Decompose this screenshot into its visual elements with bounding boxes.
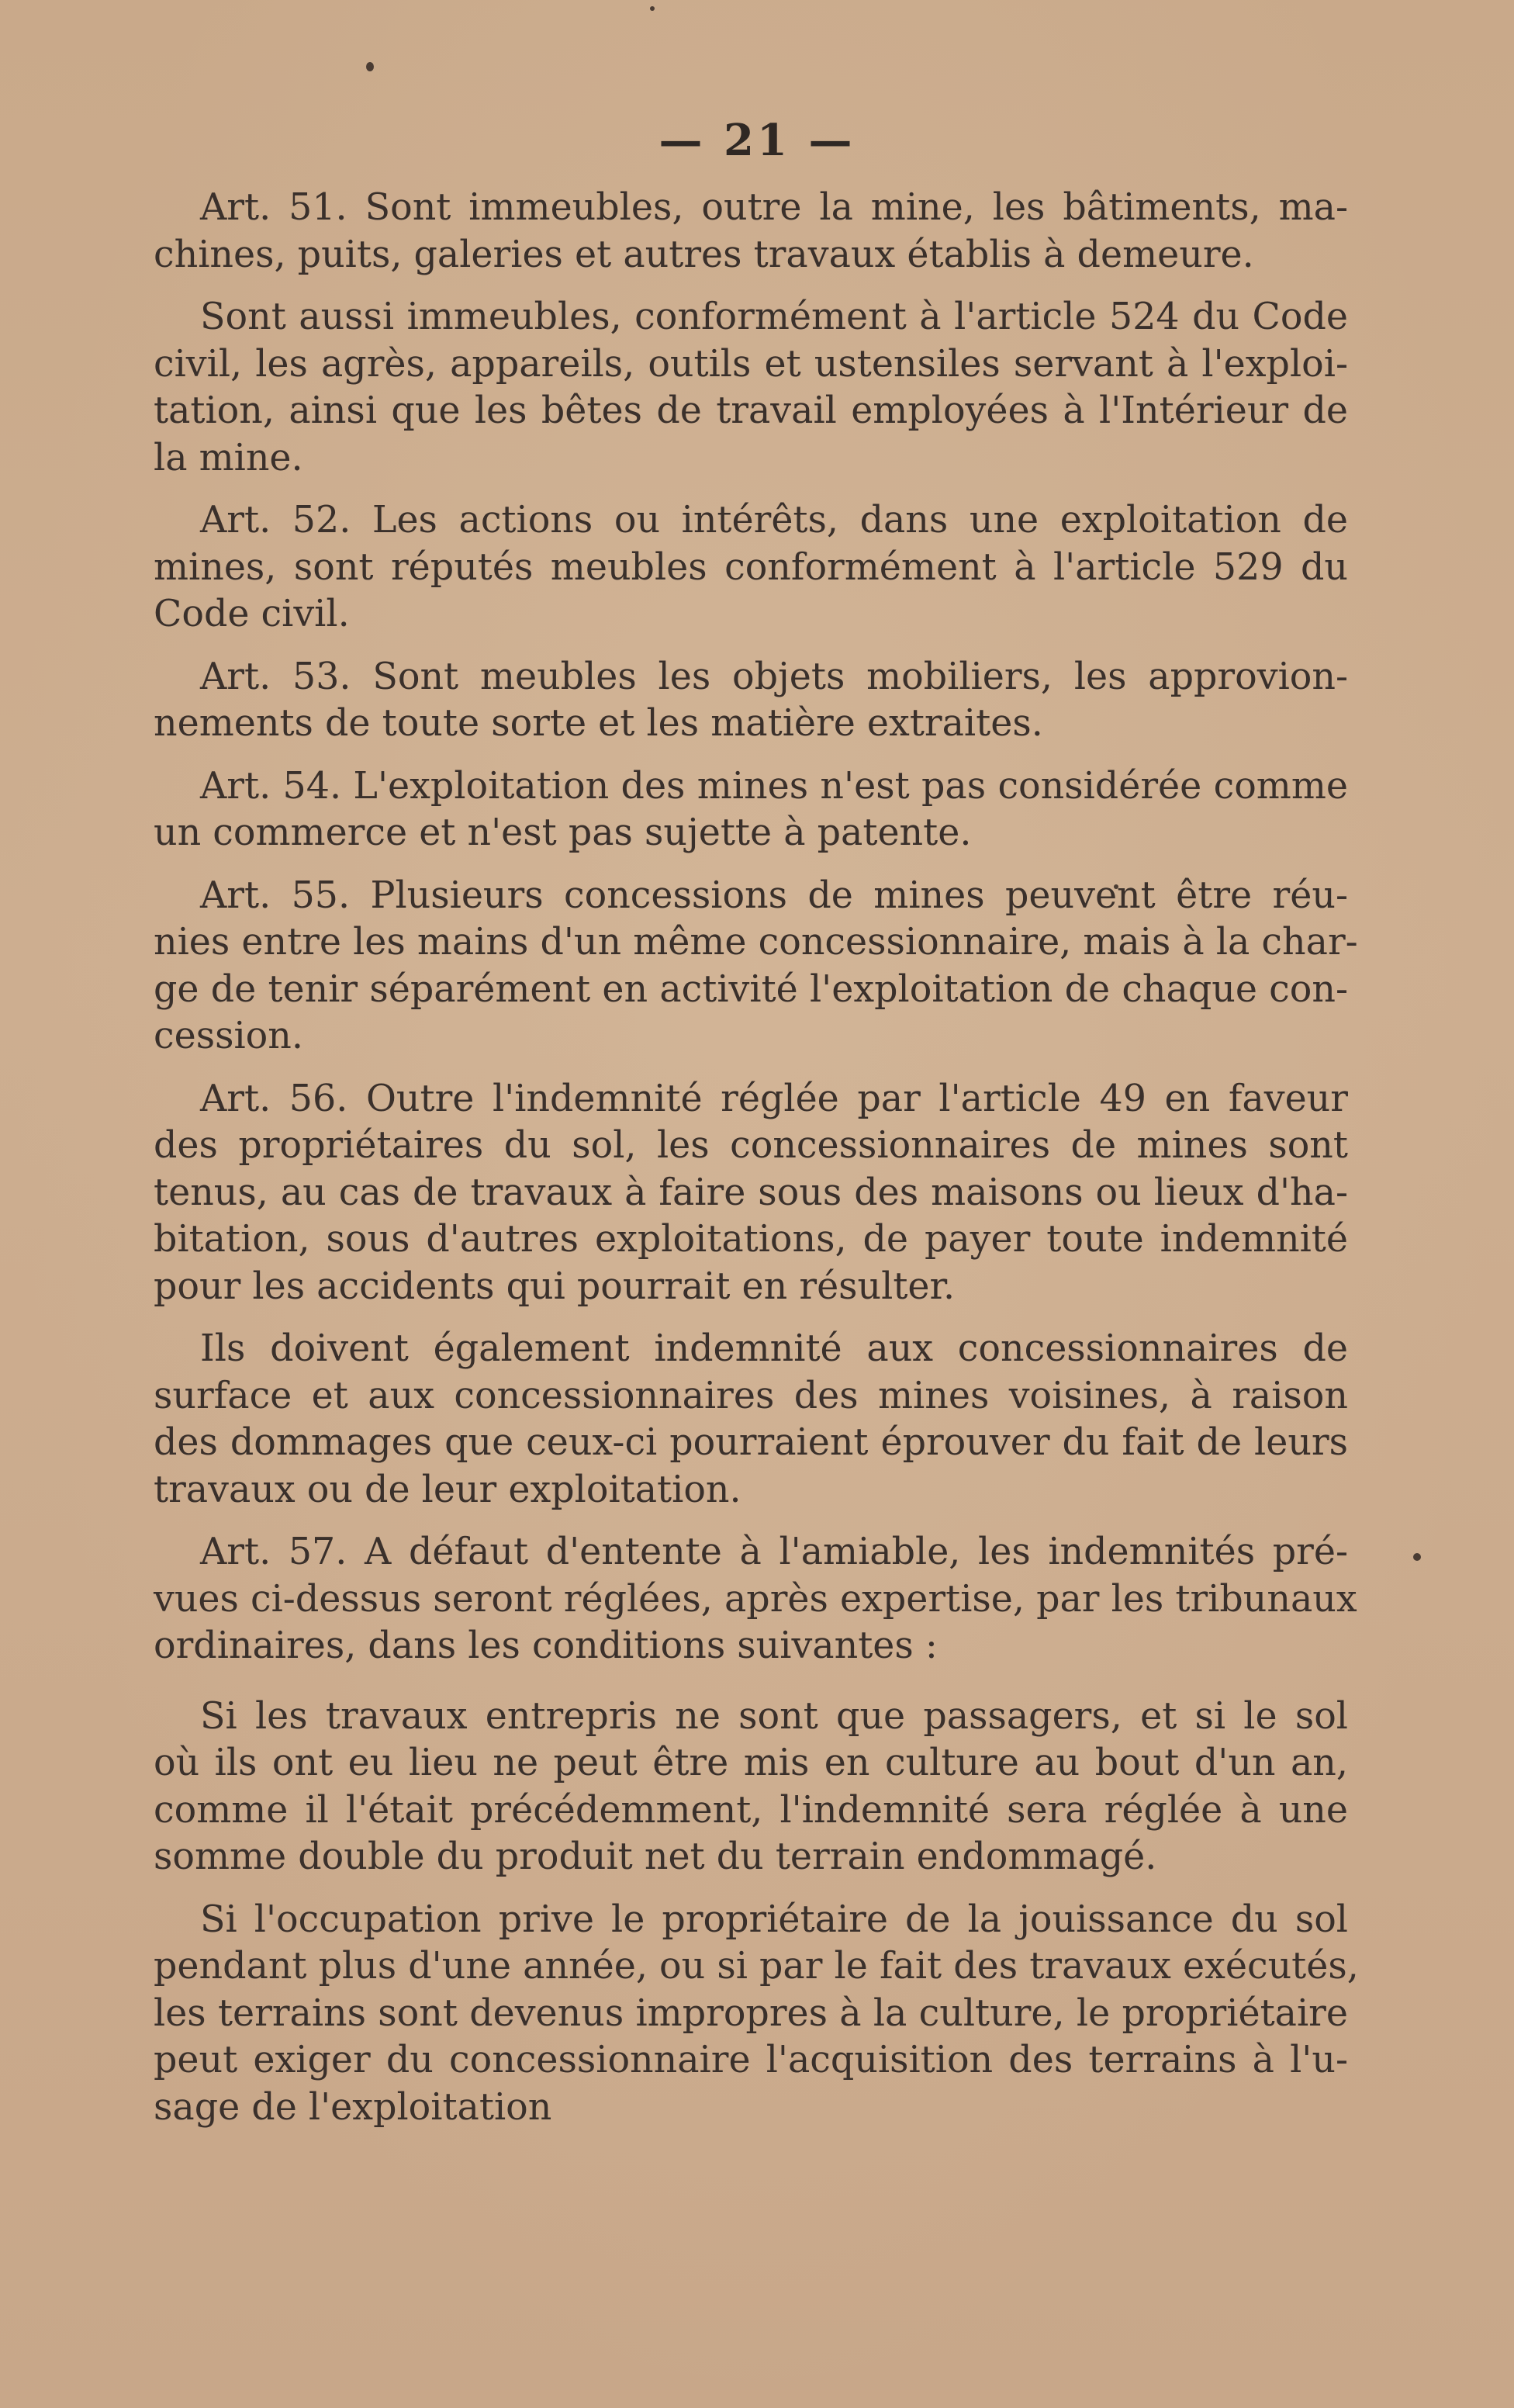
- text-line: où ils ont eu lieu ne peut être mis en culture au bout d'un an,: [154, 1742, 1348, 1784]
- text-line: ge de tenir séparément en activité l'exploitation de chaque con-: [154, 967, 1348, 1011]
- text-line: Art. 51. Sont immeubles, outre la mine, les bâtiments, ma-: [200, 186, 1348, 229]
- text-line: vues ci-dessus seront réglées, après expertise, par les tribunaux: [154, 1577, 1357, 1621]
- text-line: comme il l'était précédemment, l'indemnité sera réglée à une: [154, 1788, 1348, 1832]
- paper-speck: [1413, 1553, 1421, 1561]
- text-line: Code civil.: [154, 593, 350, 635]
- text-line: cession.: [154, 1015, 303, 1057]
- text-line: Art. 56. Outre l'indemnité réglée par l'article 49 en faveur: [200, 1077, 1348, 1120]
- text-line: peut exiger du concessionnaire l'acquisition des terrains à l'u-: [154, 2039, 1348, 2081]
- text-line: pendant plus d'une année, ou si par le fait des travaux exécutés,: [154, 1945, 1359, 1988]
- text-line: ordinaires, dans les conditions suivantes :: [154, 1624, 938, 1667]
- text-line: un commerce et n'est pas sujette à patente.: [154, 811, 972, 854]
- paragraph-art-57-case-1: [154, 1694, 1348, 1881]
- text-line: travaux ou de leur exploitation.: [154, 1468, 741, 1511]
- text-line: des propriétaires du sol, les concessionnaires de mines sont: [154, 1124, 1348, 1167]
- page-number: — 21 —: [658, 115, 856, 166]
- text-line: Si l'occupation prive le propriétaire de la jouissance du sol: [200, 1898, 1348, 1941]
- body-text: [154, 185, 1359, 2147]
- paragraph-art-57-case-2: [154, 1897, 1359, 2132]
- text-line: Si les travaux entrepris ne sont que passagers, et si le sol: [200, 1694, 1348, 1738]
- paragraph-art-51: [154, 185, 1348, 279]
- text-line: pour les accidents qui pourrait en résulter.: [154, 1265, 956, 1308]
- paper-speck: [366, 62, 374, 71]
- text-line: mines, sont réputés meubles conformément à l'article 529 du: [154, 545, 1348, 589]
- text-line: tation, ainsi que les bêtes de travail employées à l'Intérieur de: [154, 389, 1348, 432]
- text-line: Ils doivent également indemnité aux concessionnaires de: [200, 1327, 1348, 1370]
- text-line: Art. 55. Plusieurs concessions de mines peuvent être réu-: [200, 874, 1348, 917]
- paragraph-art-56-cont: [154, 1326, 1348, 1514]
- text-line: civil, les agrès, appareils, outils et ustensiles servant à l'exploi-: [154, 342, 1348, 386]
- text-line: la mine.: [154, 436, 303, 479]
- text-line: tenus, au cas de travaux à faire sous des maisons ou lieux d'ha-: [154, 1171, 1348, 1214]
- text-line: sage de l'exploitation: [154, 2085, 552, 2129]
- paragraph-art-55: [154, 873, 1358, 1060]
- paragraph-art-56: [154, 1076, 1348, 1311]
- paragraph-art-51-cont: [154, 294, 1348, 482]
- text-line: bitation, sous d'autres exploitations, de payer toute indemnité: [154, 1218, 1348, 1261]
- paragraph-art-52: [154, 497, 1348, 638]
- text-line: Art. 53. Sont meubles les objets mobiliers, les approvion-: [200, 655, 1348, 698]
- paragraph-art-54: [154, 763, 1348, 857]
- text-line: nies entre les mains d'un même concessionnaire, mais à la char-: [154, 921, 1358, 964]
- text-line: des dommages que ceux-ci pourraient éprouver du fait de leurs: [154, 1421, 1348, 1464]
- text-line: nements de toute sorte et les matière extraites.: [154, 702, 1043, 745]
- paper-speck: [650, 6, 655, 11]
- text-line: chines, puits, galeries et autres travaux établis à demeure.: [154, 233, 1254, 276]
- paragraph-art-53: [154, 654, 1348, 748]
- text-line: somme double du produit net du terrain endommagé.: [154, 1835, 1157, 1878]
- text-line: Art. 54. L'exploitation des mines n'est pas considérée comme: [200, 764, 1348, 808]
- text-line: les terrains sont devenus impropres à la culture, le propriétaire: [154, 1991, 1348, 2035]
- text-line: surface et aux concessionnaires des mines voisines, à raison: [154, 1374, 1348, 1417]
- text-line: Art. 57. A défaut d'entente à l'amiable, les indemnités pré-: [200, 1531, 1348, 1573]
- text-line: Art. 52. Les actions ou intérêts, dans une exploitation de: [200, 499, 1348, 541]
- paragraph-art-57: [154, 1529, 1357, 1670]
- text-line: Sont aussi immeubles, conformément à l'article 524 du Code: [200, 296, 1348, 338]
